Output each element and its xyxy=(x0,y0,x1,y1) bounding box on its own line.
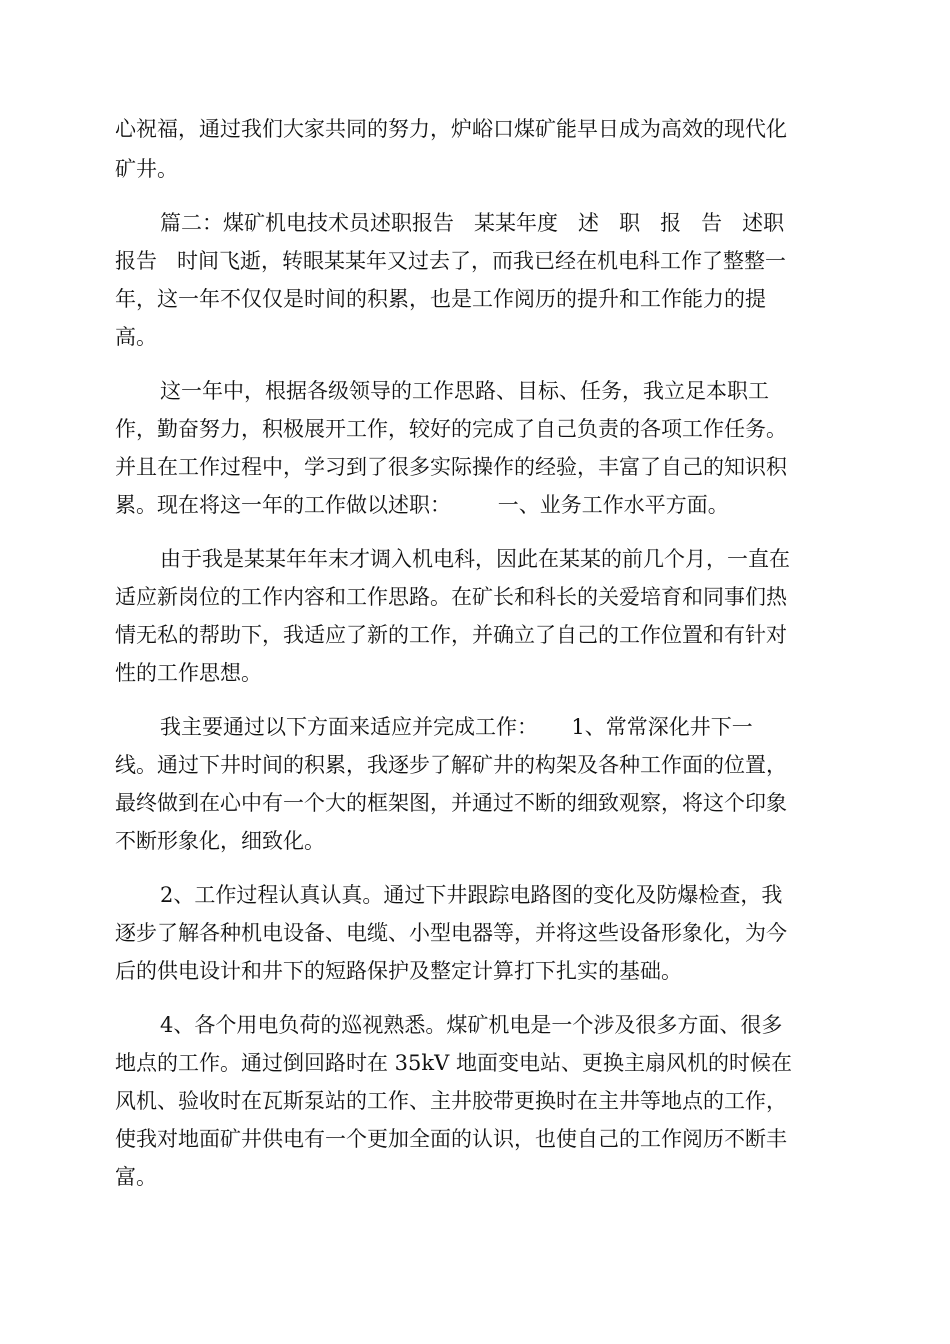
text-line: 年，这一年不仅仅是时间的积累，也是工作阅历的提升和工作能力的提 xyxy=(115,287,766,311)
text-line: 适应新岗位的工作内容和工作思路。在矿长和科长的关爱培育和同事们热 xyxy=(115,585,787,609)
text-line: 风机、验收时在瓦斯泵站的工作、主井胶带更换时在主井等地点的工作， xyxy=(115,1089,787,1113)
text-line: 矿井。 xyxy=(115,157,178,181)
text-line: 2、工作过程认真认真。通过下井跟踪电路图的变化及防爆检查，我 xyxy=(160,883,783,907)
text-line: 由于我是某某年年末才调入机电科，因此在某某的前几个月，一直在 xyxy=(160,547,790,571)
text-line: 地点的工作。通过倒回路时在 35kV 地面变电站、更换主扇风机的时候在 xyxy=(115,1051,792,1075)
text-line: 使我对地面矿井供电有一个更加全面的认识，也使自己的工作阅历不断丰 xyxy=(115,1127,787,1151)
text-line: 逐步了解各种机电设备、电缆、小型电器等，并将这些设备形象化，为今 xyxy=(115,921,787,945)
text-line: 累。现在将这一年的工作做以述职： 一、业务工作水平方面。 xyxy=(115,493,729,517)
text-line: 线。通过下井时间的积累，我逐步了解矿井的构架及各种工作面的位置， xyxy=(115,753,787,777)
text-line: 富。 xyxy=(115,1165,157,1189)
text-line: 篇二：煤矿机电技术员述职报告 某某年度 述 职 报 告 述职 xyxy=(160,211,785,235)
text-line: 情无私的帮助下，我适应了新的工作，并确立了自己的工作位置和有针对 xyxy=(115,623,787,647)
text-line: 我主要通过以下方面来适应并完成工作： 1、常常深化井下一 xyxy=(160,715,753,739)
text-line: 不断形象化，细致化。 xyxy=(115,829,325,853)
text-line: 这一年中，根据各级领导的工作思路、目标、任务，我立足本职工 xyxy=(160,379,769,403)
text-line: 并且在工作过程中，学习到了很多实际操作的经验，丰富了自己的知识积 xyxy=(115,455,787,479)
text-line: 后的供电设计和井下的短路保护及整定计算打下扎实的基础。 xyxy=(115,959,682,983)
text-line: 性的工作思想。 xyxy=(115,661,262,685)
text-line: 心祝福，通过我们大家共同的努力，炉峪口煤矿能早日成为高效的现代化 xyxy=(115,117,787,141)
text-line: 最终做到在心中有一个大的框架图，并通过不断的细致观察，将这个印象 xyxy=(115,791,787,815)
text-line: 4、各个用电负荷的巡视熟悉。煤矿机电是一个涉及很多方面、很多 xyxy=(160,1013,783,1037)
text-line: 报告 时间飞逝，转眼某某年又过去了，而我已经在机电科工作了整整一 xyxy=(115,249,787,273)
text-line: 高。 xyxy=(115,325,157,349)
text-line: 作，勤奋努力，积极展开工作，较好的完成了自己负责的各项工作任务。 xyxy=(115,417,787,441)
